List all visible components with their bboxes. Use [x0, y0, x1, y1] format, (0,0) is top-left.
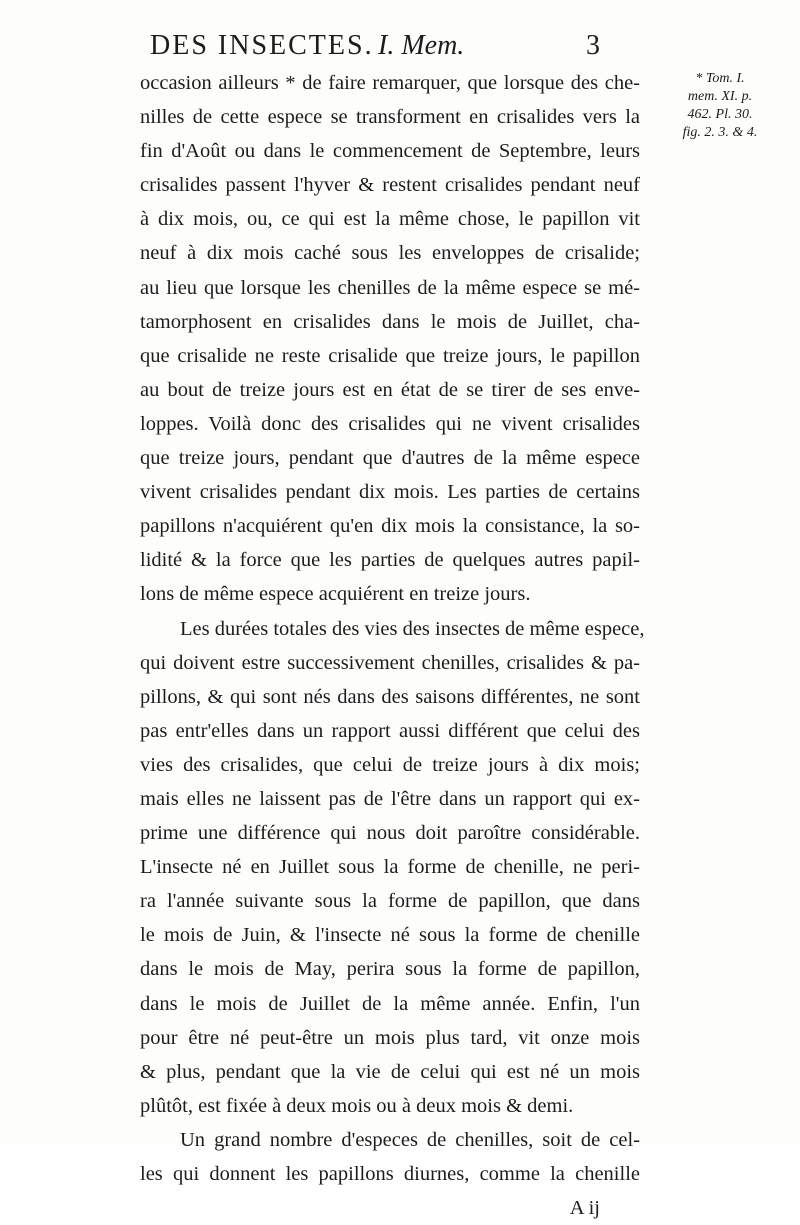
text-line: lons de même espece acquiérent en treize jours. [140, 583, 531, 606]
text-line: nilles de cette espece se transforment en crisalides vers la [140, 106, 640, 129]
text-line: au lieu que lorsque les chenilles de la même espece se mé- [140, 276, 640, 299]
margin-note [650, 70, 790, 142]
text-line: neuf à dix mois caché sous les enveloppes de crisalide; [140, 242, 640, 265]
text-line: papillons n'acquiérent qu'en dix mois la consistance, la so- [140, 515, 640, 538]
text-line: au bout de treize jours est en état de se tirer de ses enve- [140, 378, 640, 401]
text-line: vies des crisalides, que celui de treize jours à dix mois; [140, 753, 640, 776]
memoir-reference: I. Mem. [378, 30, 465, 61]
text-line: pillons, & qui sont nés dans des saisons différentes, ne sont [140, 685, 640, 708]
text-line: le mois de Juin, & l'insecte né sous la forme de chenille [140, 924, 640, 947]
margin-note-line: mem. XI. p. [687, 89, 753, 104]
page-header [150, 30, 600, 64]
page-body-text [140, 66, 645, 1225]
margin-note-line: * Tom. I. [695, 71, 745, 86]
text-line: que crisalide ne reste crisalide que treize jours, le papillon [140, 344, 640, 367]
text-line: occasion ailleurs * de faire remarquer, que lorsque des che- [140, 72, 640, 94]
text-line: L'insecte né en Juillet sous la forme de chenille, ne peri- [140, 856, 640, 879]
text-line: dans le mois de Juillet de la même année. Enfin, l'un [140, 992, 640, 1015]
text-line: pour être né peut-être un mois plus tard, vit onze mois [140, 1026, 640, 1049]
text-line: qui doivent estre successivement chenilles, crisalides & pa- [140, 651, 640, 674]
signature-mark: A ij [569, 1197, 600, 1220]
text-line: pas entr'elles dans un rapport aussi différent que celui des [140, 719, 640, 742]
text-line: les qui donnent les papillons diurnes, comme la chenille [140, 1163, 640, 1185]
text-line: crisalides passent l'hyver & restent crisalides pendant neuf [140, 174, 640, 197]
text-line: ra l'année suivante sous la forme de papillon, que dans [140, 890, 640, 913]
text-line: plûtôt, est fixée à deux mois ou à deux mois & demi. [140, 1094, 574, 1117]
text-line: lidité & la force que les parties de quelques autres papil- [140, 549, 640, 572]
text-line: vivent crisalides pendant dix mois. Les parties de certains [140, 481, 640, 504]
running-title: DES INSECTES. [150, 30, 374, 61]
text-line: dans le mois de May, perira sous la forme de papillon, [140, 958, 640, 981]
text-line: à dix mois, ou, ce qui est la même chose, le papillon vit [140, 208, 640, 231]
text-line: Un grand nombre d'especes de chenilles, soit de cel- [180, 1128, 640, 1151]
page-number: 3 [586, 30, 600, 61]
text-line: & plus, pendant que la vie de celui qui est né un mois [140, 1060, 640, 1083]
text-line: fin d'Août ou dans le commencement de Septembre, leurs [140, 140, 640, 163]
text-line: prime une différence qui nous doit paroître considérable. [140, 822, 640, 845]
text-line: loppes. Voilà donc des crisalides qui ne vivent crisalides [140, 412, 640, 435]
text-line: mais elles ne laissent pas de l'être dans un rapport qui ex- [140, 787, 640, 810]
text-line: Les durées totales des vies des insectes de même espece, [180, 617, 645, 640]
text-line: que treize jours, pendant que d'autres de la même espece [140, 447, 640, 470]
text-line: tamorphosent en crisalides dans le mois de Juillet, cha- [140, 310, 640, 333]
margin-note-line: 462. Pl. 30. [687, 107, 753, 122]
margin-note-line: fig. 2. 3. & 4. [682, 125, 758, 140]
